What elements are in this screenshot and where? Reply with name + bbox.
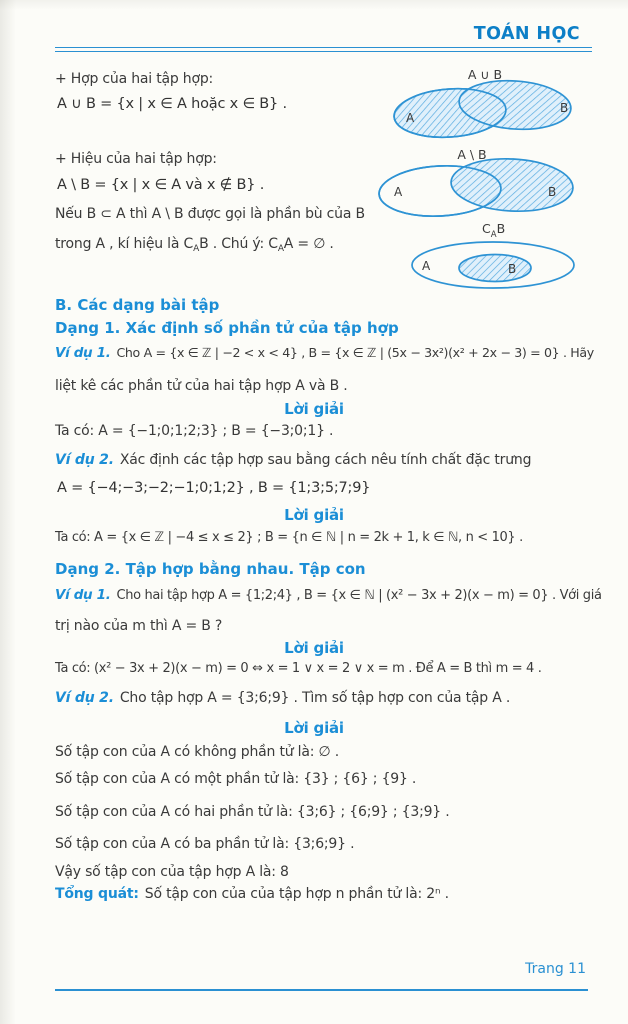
- venn-difference-diagram: [370, 146, 588, 226]
- dang1-vidu2-text: Xác định các tập hợp sau bằng cách nêu tính chất đặc trưng: [119, 452, 532, 468]
- dang1-vidu2-label: Ví dụ 2.: [55, 452, 114, 468]
- venn-union-title: A ∪ B: [467, 67, 503, 82]
- general-rule-text: Số tập con của của tập hợp n phần tử là: 2ⁿ .: [144, 886, 449, 902]
- dang2-vidu1-text: Cho hai tập hợp A = {1;2;4} , B = {x ∈ ℕ | (x² − 3x + 2)(x − m) = 0} . Với giá: [116, 588, 602, 603]
- footer-rule: [55, 989, 588, 991]
- theory-complement-line2: [55, 236, 334, 255]
- theory-difference-formula: A \ B = {x | x ∈ A và x ∉ B} .: [57, 177, 265, 193]
- venn-complement-title-sub: A: [490, 230, 497, 240]
- page-title: TOÁN HỌC: [473, 24, 580, 44]
- venn-complement-label-a: A: [422, 259, 431, 273]
- dang1-vidu1-statement: [55, 345, 594, 362]
- subset-conclusion: Vậy số tập con của tập hợp A là: 8: [55, 864, 289, 880]
- dang1-vidu1-text: Cho A = {x ∈ ℤ | −2 < x < 4} , B = {x ∈ ℤ | (5x − 3x²)(x² + 2x − 3) = 0} . Hãy: [116, 345, 594, 360]
- venn-complement-title-c: C: [482, 221, 491, 236]
- solution-heading: Lời giải: [284, 719, 344, 737]
- venn-difference-title: A \ B: [457, 147, 487, 162]
- subset-count-one: Số tập con của A có một phần tử là: {3} ; {6} ; {9} .: [55, 771, 417, 787]
- dang1-vidu1-label: Ví dụ 1.: [55, 345, 111, 361]
- theory-union-formula: A ∪ B = {x | x ∈ A hoặc x ∈ B} .: [57, 96, 287, 112]
- dang1-vidu2-given-sets: A = {−4;−3;−2;−1;0;1;2} , B = {1;3;5;7;9}: [57, 480, 371, 496]
- section-b-heading: B. Các dạng bài tập: [55, 296, 220, 314]
- dang2-vidu1-statement: [55, 587, 602, 604]
- general-rule: [55, 886, 449, 904]
- subscript-a: A: [193, 244, 200, 254]
- theory-difference-heading: + Hiệu của hai tập hợp:: [55, 151, 217, 167]
- venn-complement-diagram: [396, 218, 592, 294]
- complement-text-part: B . Chú ý: C: [199, 236, 278, 252]
- dang2-vidu1-continuation: trị nào của m thì A = B ?: [55, 618, 223, 634]
- page-number: Trang 11: [525, 961, 586, 977]
- venn-union-diagram: [388, 66, 588, 142]
- dang1-vidu2-statement: [55, 452, 531, 470]
- subscript-a: A: [277, 244, 284, 254]
- dang2-vidu1-label: Ví dụ 1.: [55, 587, 111, 603]
- dang2-vidu1-solution: Ta có: (x² − 3x + 2)(x − m) = 0 ⇔ x = 1 ∨ x = 2 ∨ x = m . Để A = B thì m = 4 .: [55, 661, 542, 676]
- dang2-heading: Dạng 2. Tập hợp bằng nhau. Tập con: [55, 560, 366, 578]
- dang2-vidu2-text: Cho tập hợp A = {3;6;9} . Tìm số tập hợp con của tập A .: [119, 690, 511, 706]
- dang1-vidu2-solution: Ta có: A = {x ∈ ℤ | −4 ≤ x ≤ 2} ; B = {n ∈ ℕ | n = 2k + 1, k ∈ ℕ, n < 10} .: [55, 530, 523, 545]
- venn-difference-label-a: A: [394, 185, 403, 199]
- theory-union-heading: + Hợp của hai tập hợp:: [55, 71, 214, 87]
- page-edge-shadow: [0, 0, 16, 1024]
- venn-union-label-a: A: [406, 111, 415, 125]
- complement-text-part: A = ∅ .: [283, 236, 334, 252]
- venn-complement-title-tail: B: [496, 221, 506, 236]
- subset-count-zero: Số tập con của A có không phần tử là: ∅ .: [55, 744, 339, 760]
- dang1-vidu1-continuation: liệt kê các phần tử của hai tập hợp A và B .: [55, 378, 348, 394]
- solution-heading: Lời giải: [284, 639, 344, 657]
- complement-text-part: trong A , kí hiệu là C: [55, 236, 194, 252]
- solution-heading: Lời giải: [284, 400, 344, 418]
- page-top-shadow: [0, 0, 628, 10]
- solution-heading: Lời giải: [284, 506, 344, 524]
- venn-union-label-b: B: [560, 101, 569, 115]
- theory-complement-line1: Nếu B ⊂ A thì A \ B được gọi là phần bù của B: [55, 206, 365, 222]
- dang1-vidu1-solution: Ta có: A = {−1;0;1;2;3} ; B = {−3;0;1} .: [55, 423, 334, 439]
- header-double-rule: [55, 47, 592, 52]
- dang2-vidu2-statement: [55, 690, 510, 708]
- dang2-vidu2-label: Ví dụ 2.: [55, 690, 114, 706]
- venn-difference-label-b: B: [548, 185, 557, 199]
- venn-complement-title: [482, 221, 505, 240]
- subset-count-two: Số tập con của A có hai phần tử là: {3;6} ; {6;9} ; {3;9} .: [55, 804, 450, 820]
- dang1-heading: Dạng 1. Xác định số phần tử của tập hợp: [55, 319, 399, 337]
- subset-count-three: Số tập con của A có ba phần tử là: {3;6;9} .: [55, 836, 355, 852]
- venn-complement-label-b: B: [508, 262, 517, 276]
- general-rule-label: Tổng quát:: [55, 886, 139, 902]
- venn-complement-ellipse-b: [459, 255, 531, 282]
